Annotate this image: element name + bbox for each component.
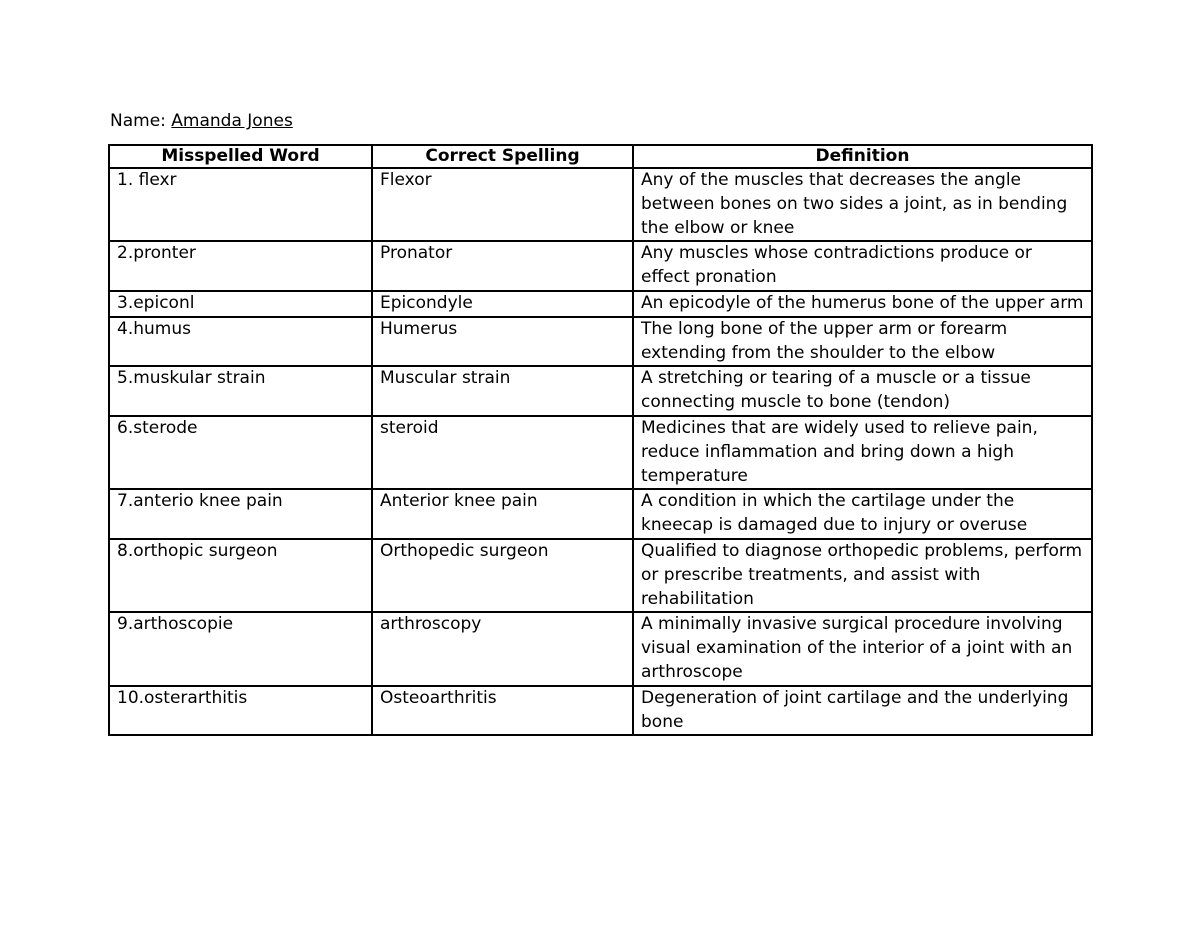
table-row xyxy=(109,686,1092,736)
table-row xyxy=(109,489,1092,539)
table-row xyxy=(109,366,1092,416)
misspelled-cell: 6.sterode xyxy=(109,416,372,489)
misspelled-cell: 9.arthoscopie xyxy=(109,612,372,685)
definition-cell: Any of the muscles that decreases the angle between bones on two sides a joint, as in bending the elbow or knee xyxy=(633,168,1092,241)
correct-cell: Muscular strain xyxy=(372,366,633,416)
table-row xyxy=(109,291,1092,317)
correct-cell: Osteoarthritis xyxy=(372,686,633,736)
misspelled-cell: 3.epiconl xyxy=(109,291,372,317)
table-header-row xyxy=(109,145,1092,168)
correct-cell: Epicondyle xyxy=(372,291,633,317)
definition-cell: Degeneration of joint cartilage and the underlying bone xyxy=(633,686,1092,736)
header-correct-spelling: Correct Spelling xyxy=(372,145,633,168)
header-definition: Definition xyxy=(633,145,1092,168)
definition-cell: A condition in which the cartilage under the kneecap is damaged due to injury or overuse xyxy=(633,489,1092,539)
correct-cell: Orthopedic surgeon xyxy=(372,539,633,612)
table-row xyxy=(109,317,1092,367)
definition-cell: A minimally invasive surgical procedure involving visual examination of the interior of a joint with an arthroscope xyxy=(633,612,1092,685)
misspelled-cell: 7.anterio knee pain xyxy=(109,489,372,539)
misspelled-cell: 1. flexr xyxy=(109,168,372,241)
definition-cell: An epicodyle of the humerus bone of the upper arm xyxy=(633,291,1092,317)
correct-cell: Humerus xyxy=(372,317,633,367)
definition-cell: A stretching or tearing of a muscle or a tissue connecting muscle to bone (tendon) xyxy=(633,366,1092,416)
table-row xyxy=(109,241,1092,291)
misspelled-cell: 5.muskular strain xyxy=(109,366,372,416)
misspelled-cell: 8.orthopic surgeon xyxy=(109,539,372,612)
correct-cell: Pronator xyxy=(372,241,633,291)
correct-cell: steroid xyxy=(372,416,633,489)
definition-cell: The long bone of the upper arm or forearm extending from the shoulder to the elbow xyxy=(633,317,1092,367)
table-row xyxy=(109,539,1092,612)
vocabulary-table xyxy=(108,144,1093,736)
definition-cell: Medicines that are widely used to relieve pain, reduce inflammation and bring down a high temperature xyxy=(633,416,1092,489)
table-row xyxy=(109,416,1092,489)
misspelled-cell: 4.humus xyxy=(109,317,372,367)
name-value: Amanda Jones xyxy=(171,111,293,131)
correct-cell: arthroscopy xyxy=(372,612,633,685)
definition-cell: Qualified to diagnose orthopedic problems, perform or prescribe treatments, and assist with rehabilitation xyxy=(633,539,1092,612)
correct-cell: Flexor xyxy=(372,168,633,241)
misspelled-cell: 2.pronter xyxy=(109,241,372,291)
name-line xyxy=(110,110,293,132)
table-row xyxy=(109,612,1092,685)
definition-cell: Any muscles whose contradictions produce or effect pronation xyxy=(633,241,1092,291)
misspelled-cell: 10.osterarthitis xyxy=(109,686,372,736)
table-row xyxy=(109,168,1092,241)
name-label: Name: xyxy=(110,111,166,131)
correct-cell: Anterior knee pain xyxy=(372,489,633,539)
header-misspelled-word: Misspelled Word xyxy=(109,145,372,168)
